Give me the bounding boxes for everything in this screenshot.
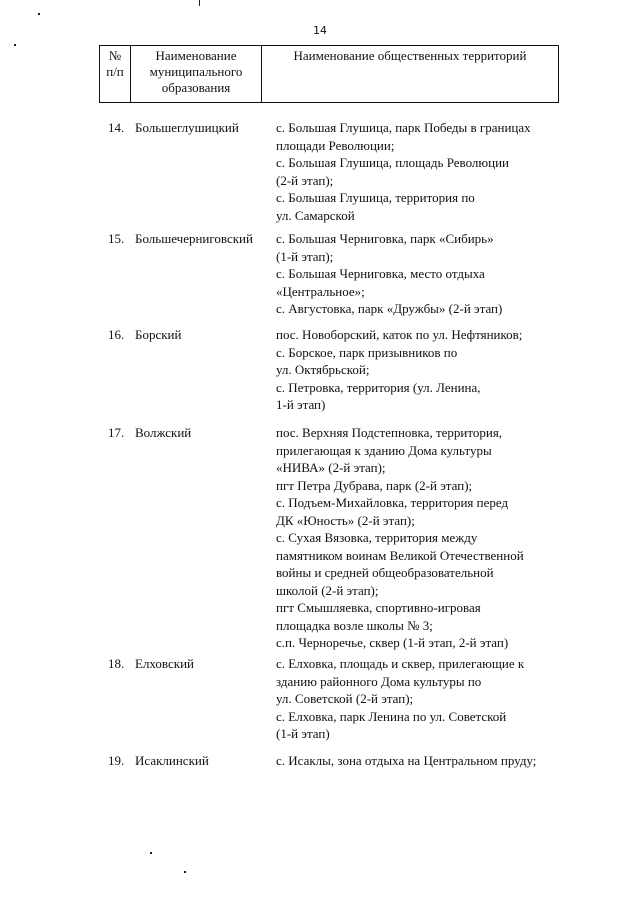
territories-list xyxy=(276,655,566,743)
territory-line: с. Большая Глушица, площадь Революции xyxy=(276,155,510,170)
territory-line: ул. Самарской xyxy=(276,207,355,223)
municipality-name: Большеглушицкий xyxy=(135,120,239,135)
territory-line: школой (2-й этап); xyxy=(276,582,379,598)
territory-line: с. Подъем-Михайловка, территория перед xyxy=(276,495,509,510)
scan-speck xyxy=(199,0,200,6)
row-number: 16. xyxy=(108,327,125,342)
territories-list xyxy=(276,326,566,414)
territory-line: (1-й этап) xyxy=(276,726,330,741)
territory-line: с. Елховка, парк Ленина по ул. Советской xyxy=(276,708,507,724)
header-cell-municipality xyxy=(131,46,262,103)
municipality-name: Борский xyxy=(135,327,182,342)
territories-list xyxy=(276,230,566,318)
page-number: 14 xyxy=(313,24,327,37)
territory-line: с. Большая Черниговка, парк «Сибирь» xyxy=(276,231,494,246)
header-municipality-line: муниципального xyxy=(149,64,243,79)
territory-line: «Центральное»; xyxy=(276,283,365,299)
territory-line: с.п. Черноречье, сквер (1-й этап, 2-й этап) xyxy=(276,635,509,650)
scan-speck xyxy=(184,871,186,873)
territory-line: войны и средней общеобразовательной xyxy=(276,565,494,580)
row-number: 14. xyxy=(108,120,125,135)
territory-line: прилегающая к зданию Дома культуры xyxy=(276,442,492,458)
territory-line: с. Большая Глушица, парк Победы в границах xyxy=(276,120,531,135)
territory-line: ул. Советской (2-й этап); xyxy=(276,691,414,706)
territory-line: с. Исаклы, зона отдыха на Центральном пруду; xyxy=(276,753,537,768)
territory-line: (1-й этап); xyxy=(276,248,334,264)
header-municipality-line: Наименование xyxy=(155,48,237,63)
territory-line: памятником воинам Великой Отечественной xyxy=(276,547,524,563)
municipality-name: Волжский xyxy=(135,425,192,440)
territory-line: с. Елховка, площадь и сквер, прилегающие к xyxy=(276,656,525,671)
row-number: 15. xyxy=(108,231,125,246)
territory-line: пгт Петра Дубрава, парк (2-й этап); xyxy=(276,477,473,493)
territories-list xyxy=(276,119,566,224)
scan-speck xyxy=(38,13,40,15)
territory-line: площадка возле школы № 3; xyxy=(276,617,433,633)
header-cell-number xyxy=(100,46,131,103)
territory-line: площади Революции; xyxy=(276,137,395,153)
municipality-name: Большечерниговский xyxy=(135,231,253,246)
municipality-name: Исаклинский xyxy=(135,753,209,768)
header-cell-territories xyxy=(262,46,559,103)
territory-line: пос. Верхняя Подстепновка, территория, xyxy=(276,425,503,440)
header-table xyxy=(99,45,559,103)
row-number: 18. xyxy=(108,656,125,671)
territory-line: с. Августовка, парк «Дружбы» (2-й этап) xyxy=(276,301,503,316)
row-number: 17. xyxy=(108,425,125,440)
header-territories-line: Наименование общественных территорий xyxy=(293,48,527,63)
territories-list xyxy=(276,752,566,770)
territory-line: с. Петровка, территория (ул. Ленина, xyxy=(276,379,481,395)
territory-line: 1-й этап) xyxy=(276,397,326,412)
territory-line: (2-й этап); xyxy=(276,172,334,188)
row-number: 19. xyxy=(108,753,125,768)
territory-line: с. Большая Черниговка, место отдыха xyxy=(276,266,485,281)
territory-line: ул. Октябрьской; xyxy=(276,362,370,377)
territory-line: пгт Смышляевка, спортивно-игровая xyxy=(276,600,481,615)
territory-line: с. Борское, парк призывников по xyxy=(276,344,458,360)
territory-line: с. Сухая Вязовка, территория между xyxy=(276,530,478,545)
territory-line: «НИВА» (2-й этап); xyxy=(276,460,386,475)
territory-line: пос. Новоборский, каток по ул. Нефтяников; xyxy=(276,327,523,342)
scan-speck xyxy=(14,44,16,46)
territory-line: ДК «Юность» (2-й этап); xyxy=(276,512,415,528)
header-number-line: п/п xyxy=(106,64,124,79)
territory-line: с. Большая Глушица, территория по xyxy=(276,190,475,205)
territory-line: зданию районного Дома культуры по xyxy=(276,673,482,689)
header-municipality-line: образования xyxy=(161,80,231,95)
municipality-name: Елховский xyxy=(135,656,194,671)
header-number-line: № xyxy=(108,48,122,63)
territories-list xyxy=(276,424,566,652)
scan-speck xyxy=(150,852,152,854)
